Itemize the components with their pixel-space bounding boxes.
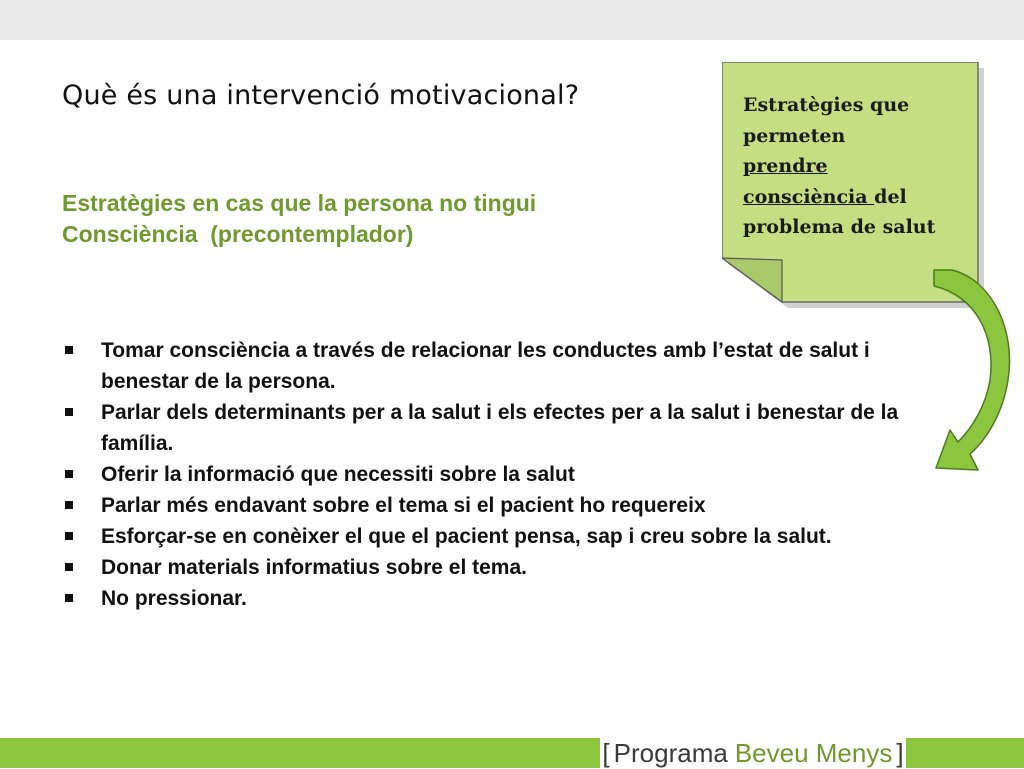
footer-brand: Beveu Menys <box>734 737 893 768</box>
subtitle-line-2: Consciència (precontemplador) <box>62 221 414 247</box>
footer-program-label <box>600 738 906 768</box>
footer-open-bracket: [ <box>602 737 610 768</box>
bullet-item <box>62 583 942 614</box>
square-bullet-icon <box>65 408 73 416</box>
slide-subtitle <box>62 188 536 250</box>
bullet-text: Parlar més endavant sobre el tema si el pacient ho requereix <box>101 494 706 517</box>
bullet-text: Esforçar-se en conèixer el que el pacient pensa, sap i creu sobre la salut. <box>101 525 832 548</box>
top-band <box>0 0 1024 40</box>
note-line-1: Estratègies que <box>743 94 910 116</box>
square-bullet-icon <box>65 470 73 478</box>
footer-program: Programa <box>613 737 728 768</box>
bullet-item <box>62 335 942 397</box>
square-bullet-icon <box>65 563 73 571</box>
bullet-item <box>62 490 942 521</box>
note-line-4-underlined: consciència <box>743 185 875 208</box>
bullet-text: Oferir la informació que necessiti sobre la salut <box>101 463 575 486</box>
bullet-text: Tomar consciència a través de relacionar les conductes amb l’estat de salut i benestar de la persona. <box>101 339 870 393</box>
bullet-item <box>62 521 942 552</box>
square-bullet-icon <box>65 501 73 509</box>
curved-arrow-icon <box>920 262 1024 482</box>
square-bullet-icon <box>65 594 73 602</box>
note-line-3: prendre <box>743 155 828 177</box>
bullet-text: No pressionar. <box>101 587 247 610</box>
note-line-4-rest: del <box>874 185 907 208</box>
bullet-item <box>62 552 942 583</box>
bullet-item <box>62 397 942 459</box>
footer-close-bracket: ] <box>896 737 904 768</box>
bullet-list <box>62 335 942 614</box>
note-line-2: permeten <box>743 124 846 147</box>
subtitle-line-1: Estratègies en cas que la persona no tingui <box>62 190 537 216</box>
slide-title: Què és una intervenció motivacional? <box>62 80 580 111</box>
note-line-5: problema de salut <box>743 216 936 238</box>
square-bullet-icon <box>65 532 73 540</box>
square-bullet-icon <box>65 346 73 354</box>
bullet-text: Donar materials informatius sobre el tema. <box>101 556 527 579</box>
bullet-text: Parlar dels determinants per a la salut i els efectes per a la salut i benestar de la família. <box>101 401 899 455</box>
bullet-item <box>62 459 942 490</box>
sticky-note-text <box>743 90 975 243</box>
